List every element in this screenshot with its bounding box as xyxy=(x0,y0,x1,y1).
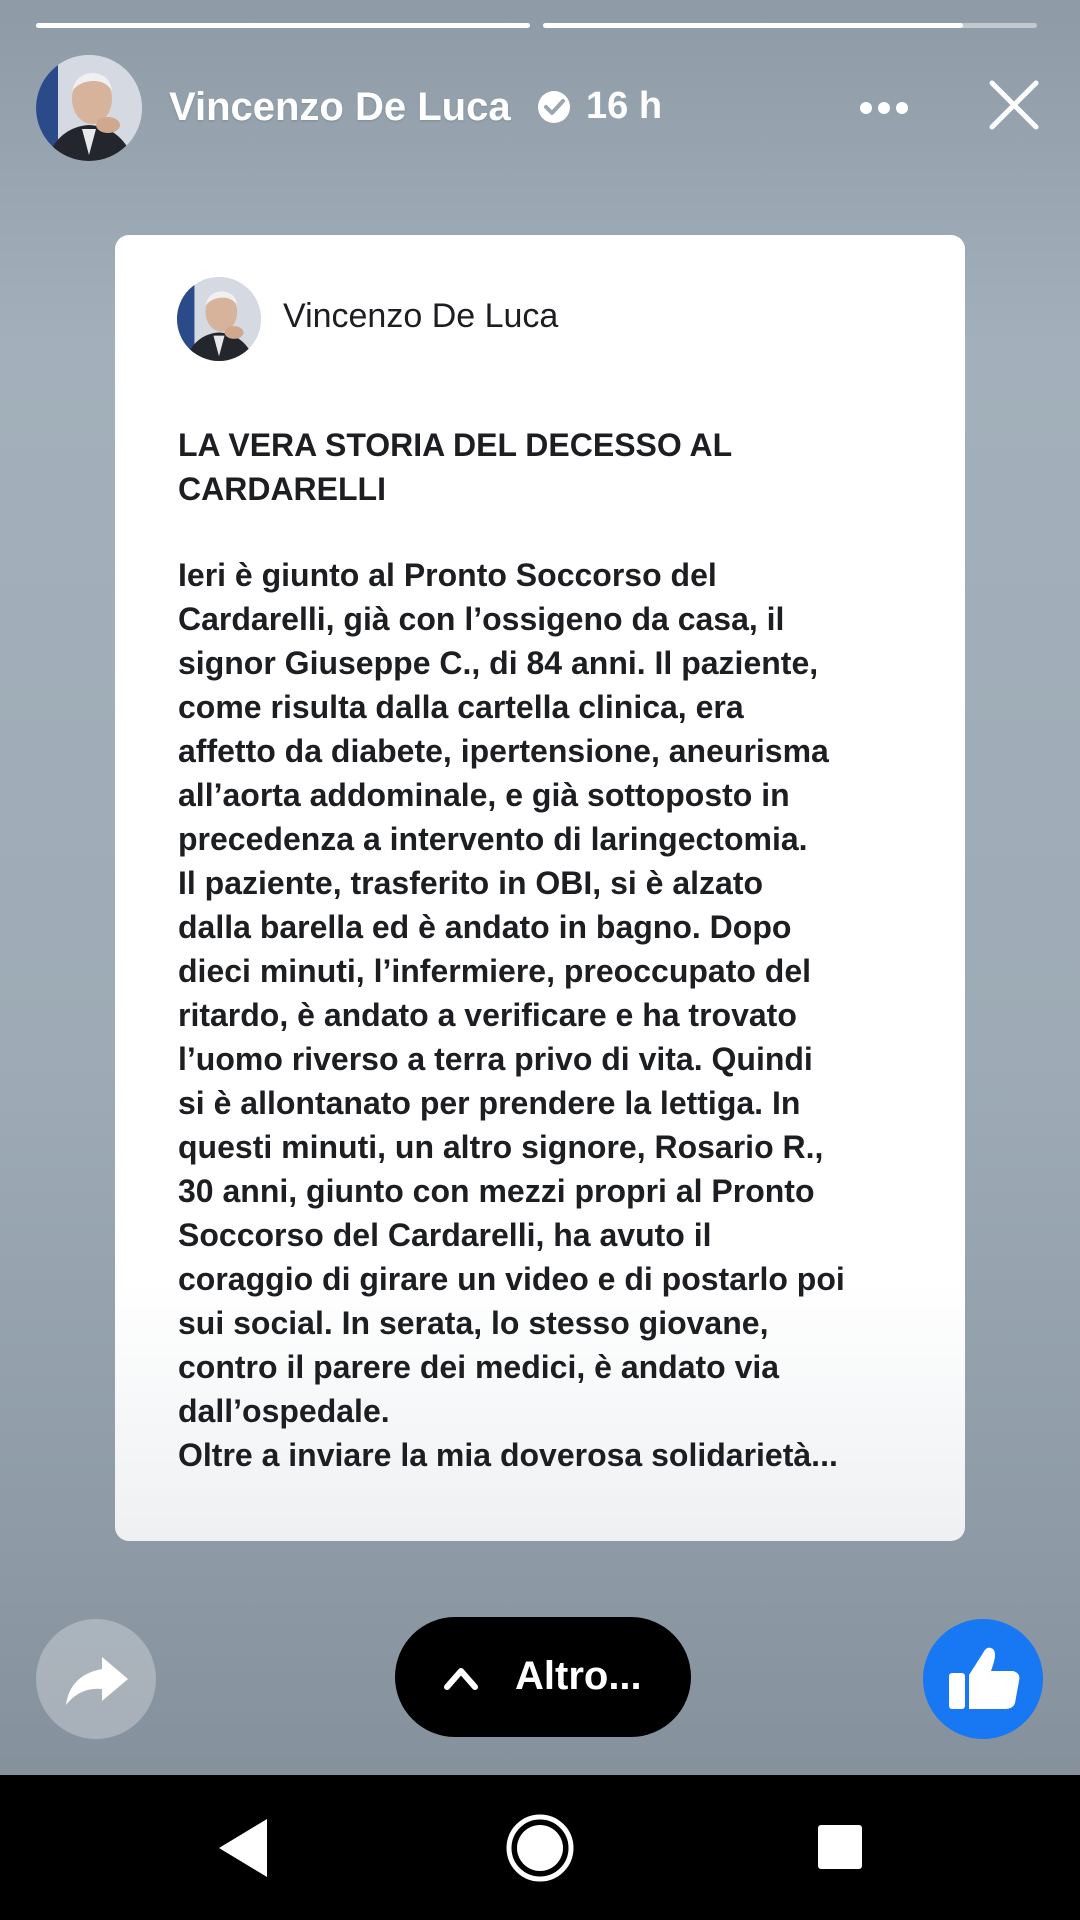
post-body-line: dalla barella ed è andato in bagno. Dopo xyxy=(178,909,792,945)
chevron-up-icon xyxy=(441,1659,481,1695)
post-body-line: Ieri è giunto al Pronto Soccorso del xyxy=(178,557,717,593)
post-author-avatar xyxy=(177,277,261,361)
more-button[interactable] xyxy=(395,1617,691,1737)
post-body-line: come risulta dalla cartella clinica, era xyxy=(178,689,744,725)
author-name[interactable]: Vincenzo De Luca xyxy=(169,85,511,129)
thumbs-up-icon xyxy=(923,1619,1043,1739)
avatar-portrait-icon xyxy=(36,55,142,161)
story-progress-fill-2 xyxy=(543,23,963,28)
post-body-line: Il paziente, trasferito in OBI, si è alzato xyxy=(178,865,764,901)
post-body-line: Cardarelli, già con l’ossigeno da casa, il xyxy=(178,601,785,637)
post-body-line: signor Giuseppe C., di 84 anni. Il paziente, xyxy=(178,645,819,681)
post-body-line: ritardo, è andato a verificare e ha trovato xyxy=(178,997,797,1033)
story-progress-fill-1 xyxy=(36,23,530,28)
post-body-line: Oltre a inviare la mia doverosa solidarietà... xyxy=(178,1437,838,1473)
system-navigation-bar xyxy=(0,1775,1080,1920)
post-body-line: sui social. In serata, lo stesso giovane, xyxy=(178,1305,769,1341)
post-body-line: Soccorso del Cardarelli, ha avuto il xyxy=(178,1217,712,1253)
story-header xyxy=(36,55,1044,161)
post-body-line: l’uomo riverso a terra privo di vita. Quindi xyxy=(178,1041,813,1077)
close-icon[interactable] xyxy=(984,75,1044,135)
post-body-line: questi minuti, un altro signore, Rosario R., xyxy=(178,1129,824,1165)
story-progress-segment-1 xyxy=(36,23,530,28)
post-body-line: affetto da diabete, ipertensione, aneurisma xyxy=(178,733,829,769)
author-avatar[interactable] xyxy=(36,55,142,161)
shared-post-card[interactable] xyxy=(115,235,965,1541)
story-progress-segment-2 xyxy=(543,23,1037,28)
share-button[interactable] xyxy=(36,1619,156,1739)
post-body-line: coraggio di girare un video e di postarlo poi xyxy=(178,1261,845,1297)
post-author-name: Vincenzo De Luca xyxy=(283,297,559,335)
like-button[interactable] xyxy=(923,1619,1043,1739)
post-body-line: si è allontanato per prendere la lettiga. In xyxy=(178,1085,801,1121)
post-body-line: all’aorta addominale, e già sottoposto in xyxy=(178,777,790,813)
post-body-line: contro il parere dei medici, è andato via xyxy=(178,1349,780,1385)
post-title: LA VERA STORIA DEL DECESSO AL CARDARELLI xyxy=(178,427,732,507)
post-body-line: precedenza a intervento di laringectomia. xyxy=(178,821,808,857)
more-options-icon[interactable] xyxy=(854,83,914,133)
nav-recents-icon[interactable] xyxy=(818,1825,862,1869)
nav-back-icon[interactable] xyxy=(215,1815,271,1881)
verified-badge-icon xyxy=(536,89,572,125)
post-body-line: dall’ospedale. xyxy=(178,1393,390,1429)
more-button-label: Altro... xyxy=(515,1654,642,1698)
post-body xyxy=(178,553,918,1477)
nav-home-icon[interactable] xyxy=(505,1813,575,1883)
post-timestamp: 16 h xyxy=(586,85,663,127)
post-body-line: 30 anni, giunto con mezzi propri al Pronto xyxy=(178,1173,815,1209)
avatar-portrait-icon xyxy=(177,277,261,361)
post-body-line: dieci minuti, l’infermiere, preoccupato del xyxy=(178,953,812,989)
share-icon xyxy=(36,1619,156,1739)
